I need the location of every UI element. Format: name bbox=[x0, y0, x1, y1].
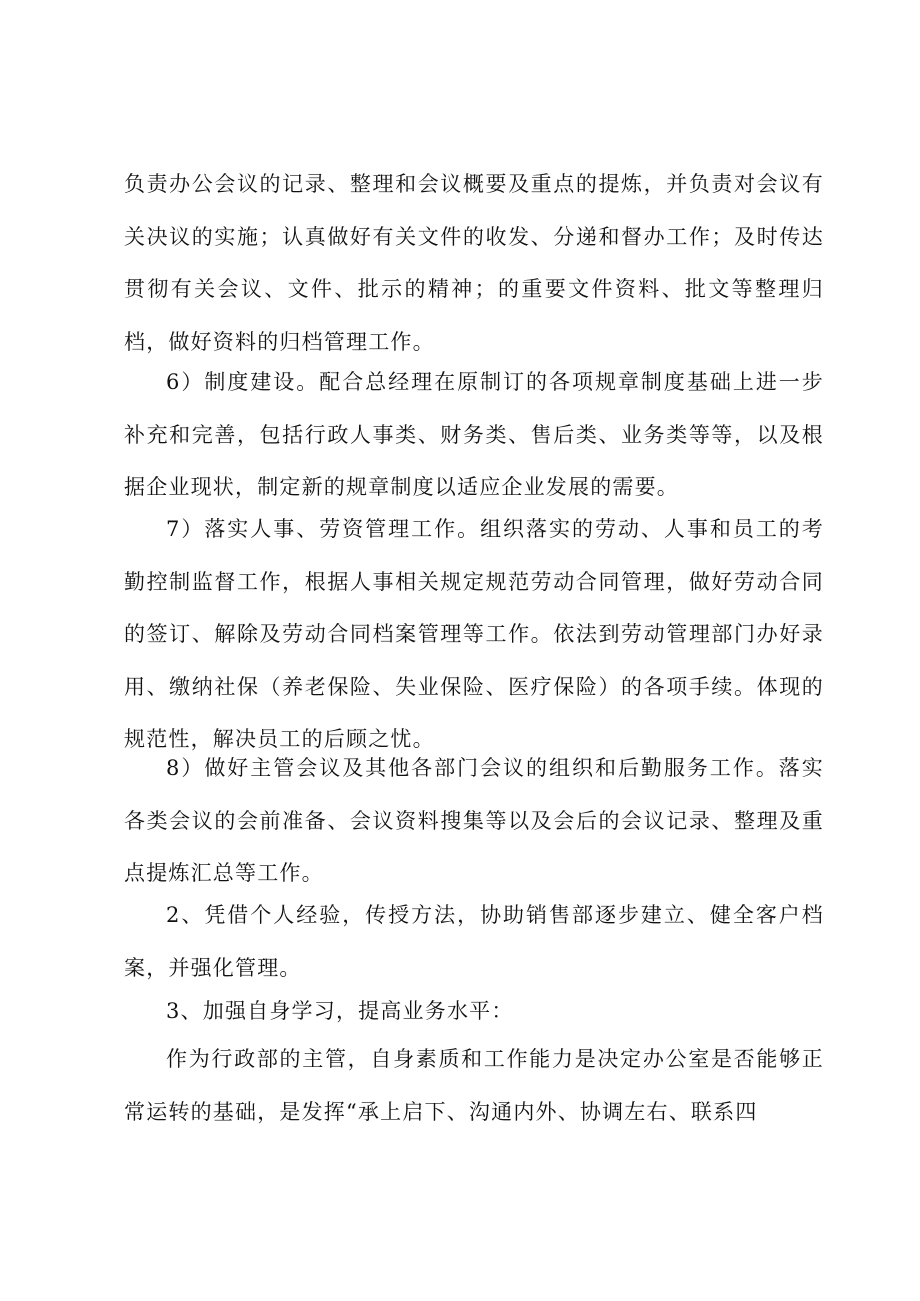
paragraph-personnel-management: 7）落实人事、劳资管理工作。组织落实的劳动、人事和员工的考勤控制监督工作，根据人事相关规定规范劳动合同管理，做好劳动合同的签订、解除及劳动合同档案管理等工作。依法到劳动管理部门办好录用、缴纳社保（养老保险、失业保险、医疗保险）的各项手续。体现的规范性，解决员工的后顾之忧。 bbox=[124, 517, 824, 751]
paragraph-customer-files: 2、凭借个人经验，传授方法，协助销售部逐步建立、健全客户档案，并强化管理。 bbox=[124, 903, 824, 980]
paragraph-meeting-records: 负责办公会议的记录、整理和会议概要及重点的提炼，并负责对会议有关决议的实施；认真做好有关文件的收发、分递和督办工作；及时传达贯彻有关会议、文件、批示的精神；的重要文件资料、批文等整理归档，做好资料的归档管理工作。 bbox=[124, 172, 824, 354]
paragraph-supervisor-role: 作为行政部的主管，自身素质和工作能力是决定办公室是否能够正常运转的基础，是发挥“承上启下、沟通内外、协调左右、联系四 bbox=[124, 1047, 824, 1124]
paragraph-meeting-services: 8）做好主管会议及其他各部门会议的组织和后勤服务工作。落实各类会议的会前准备、会议资料搜集等以及会后的会议记录、整理及重点提炼汇总等工作。 bbox=[124, 756, 824, 885]
paragraph-self-learning: 3、加强自身学习，提高业务水平： bbox=[166, 999, 514, 1023]
paragraph-system-building: 6）制度建设。配合总经理在原制订的各项规章制度基础上进一步补充和完善，包括行政人事类、财务类、售后类、业务类等等，以及根据企业现状，制定新的规章制度以适应企业发展的需要。 bbox=[124, 370, 824, 499]
